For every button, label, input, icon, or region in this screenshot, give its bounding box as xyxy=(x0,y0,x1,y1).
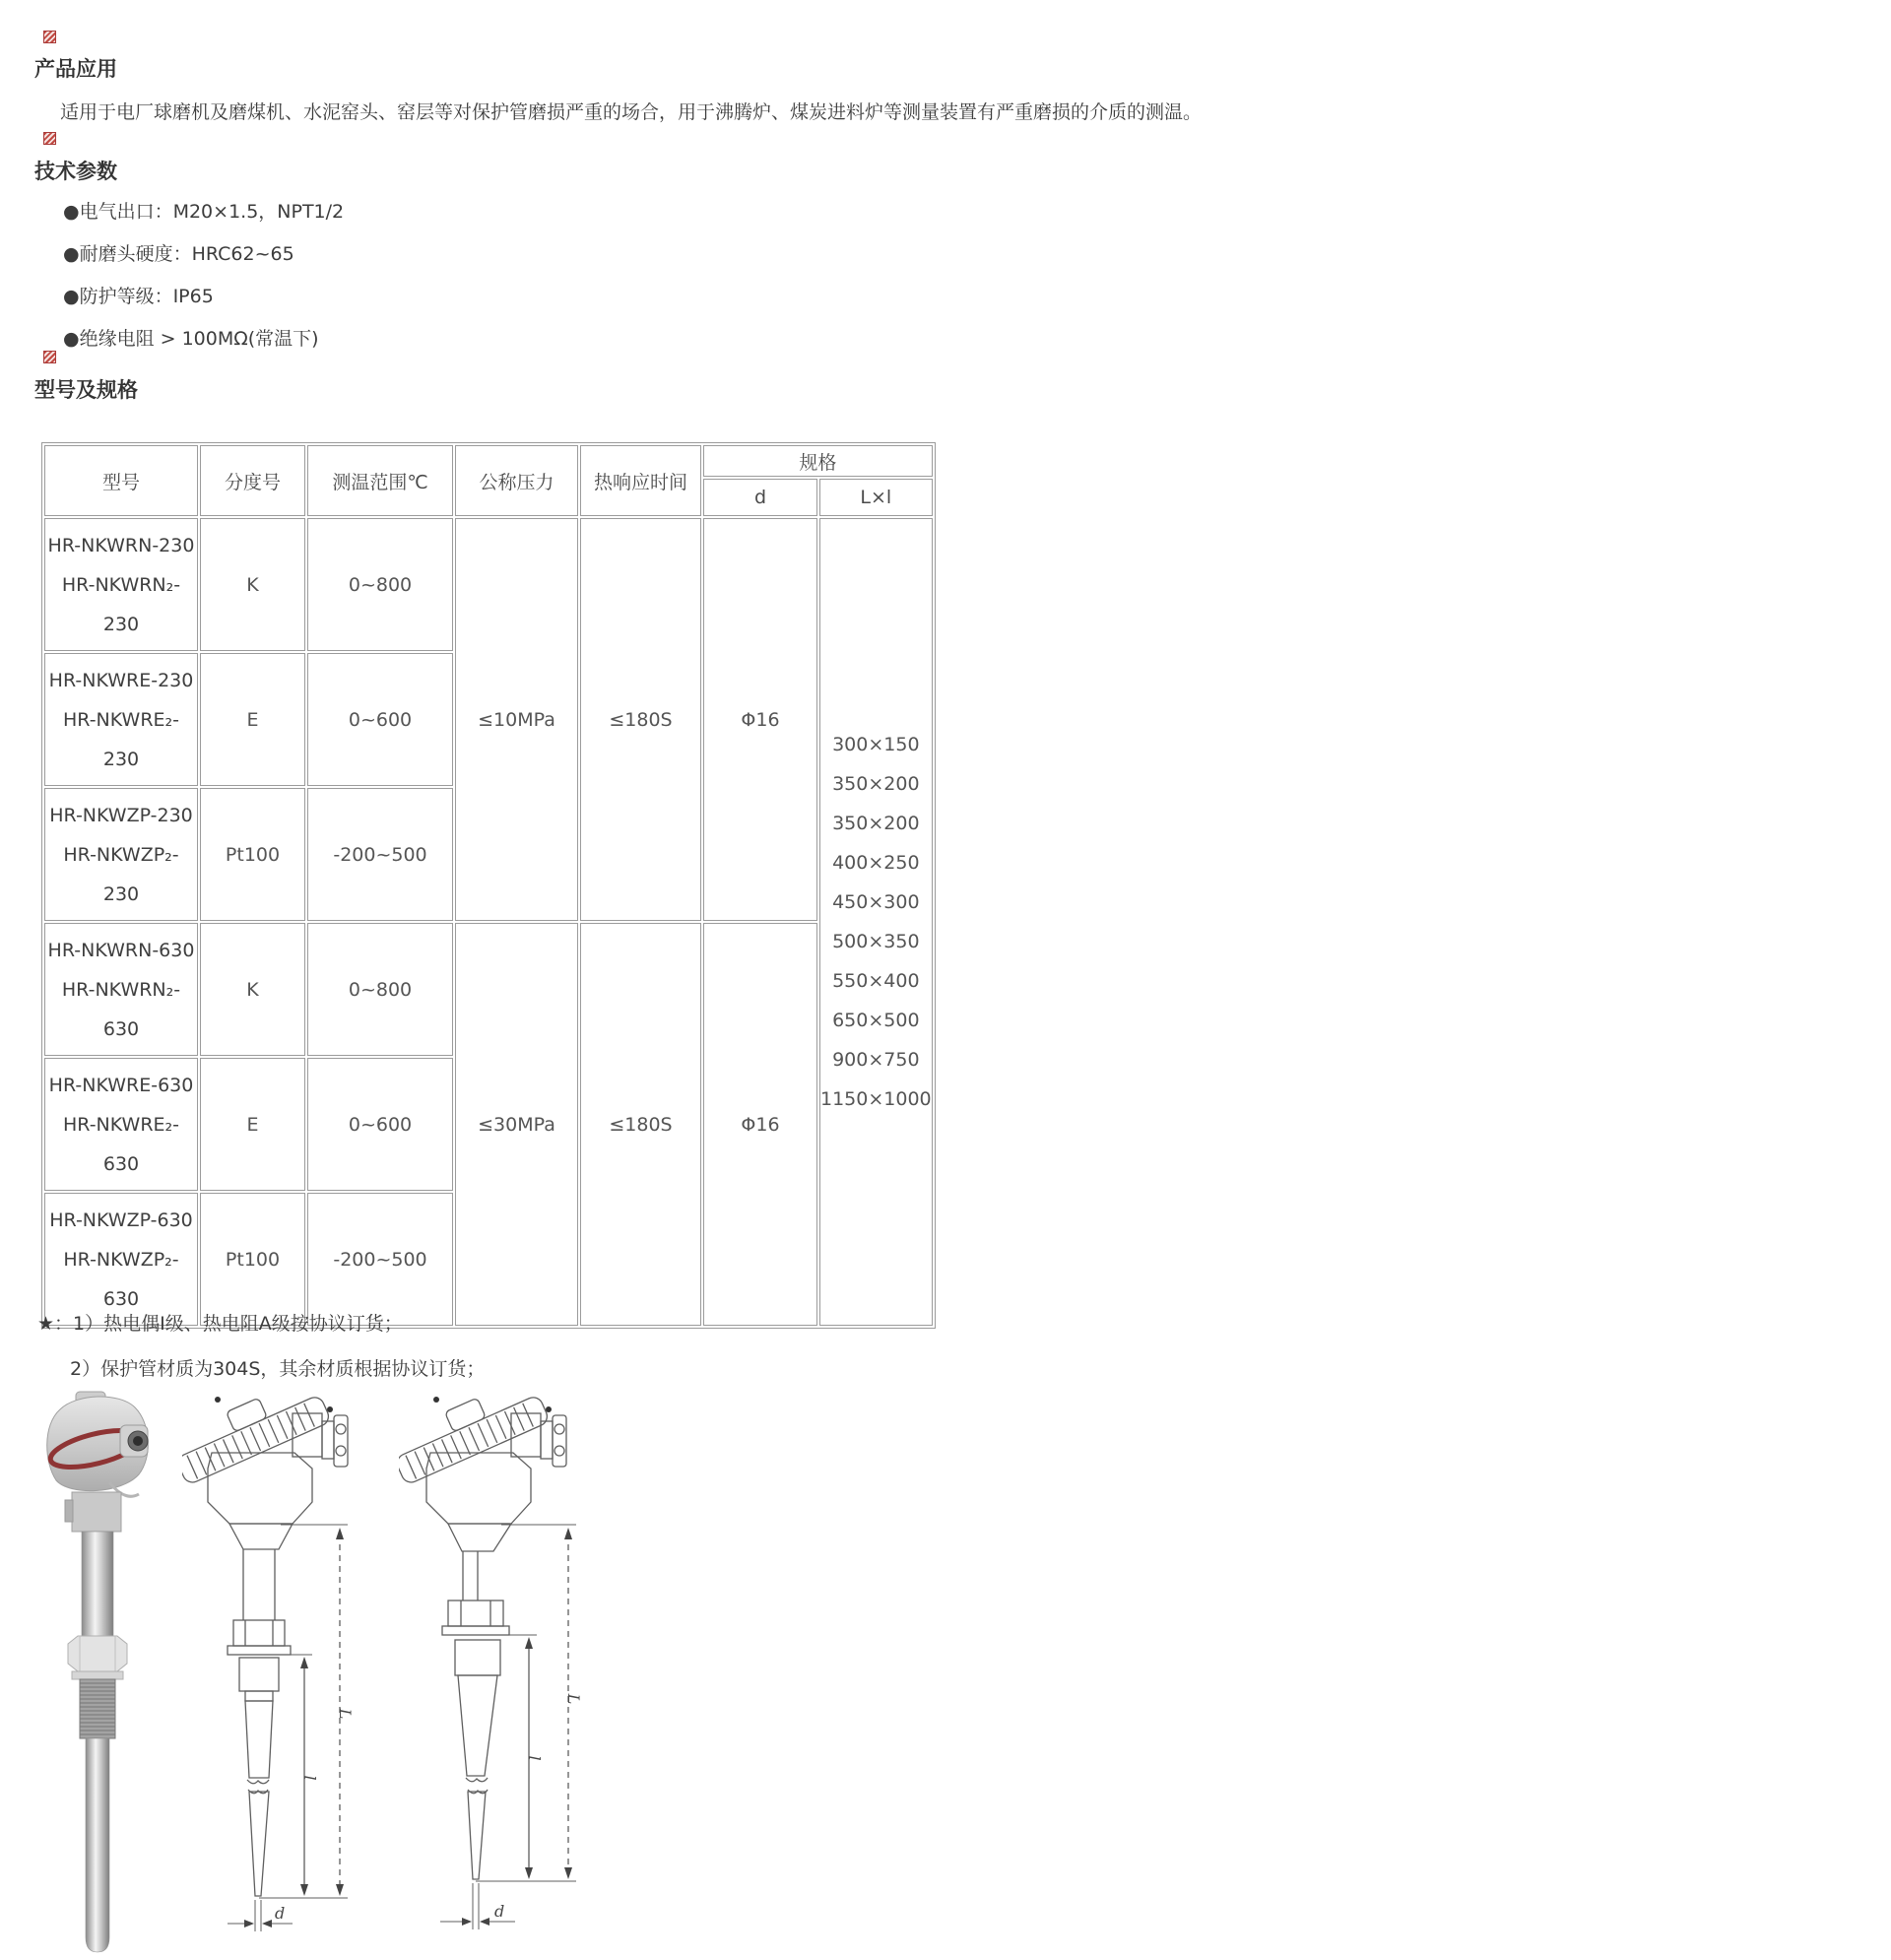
graduation-cell: Pt100 xyxy=(200,788,305,921)
probe-upper-cone xyxy=(458,1675,497,1776)
section-marker-icon xyxy=(43,351,56,363)
neck-tube xyxy=(243,1549,275,1620)
parameter-item: ●绝缘电阻 > 100MΩ(常温下) xyxy=(63,328,319,350)
col-header-pressure: 公称压力 xyxy=(455,445,578,516)
col-header-spec: 规格 xyxy=(703,445,933,477)
dim-label-l: l xyxy=(525,1755,544,1761)
model-cell: HR-NKWRN-630 HR-NKWRN₂- 630 xyxy=(44,923,198,1056)
pressure-cell: ≤10MPa xyxy=(455,518,578,921)
dimension-drawing-2 xyxy=(399,1382,586,1960)
models-table xyxy=(41,442,936,1329)
col-header-lxl: L×l xyxy=(819,479,933,516)
table-row xyxy=(44,518,933,651)
ribbed-cover xyxy=(182,1384,332,1485)
range-cell: 0~800 xyxy=(307,923,453,1056)
parameter-item: ●电气出口：M20×1.5，NPT1/2 xyxy=(63,201,345,223)
dim-label-L: L xyxy=(564,1693,583,1705)
heading-technical-parameters: 技术参数 xyxy=(34,160,117,183)
dimension-drawing-1 xyxy=(182,1384,355,1960)
heading-product-application: 产品应用 xyxy=(34,57,117,81)
graduation-cell: E xyxy=(200,1058,305,1191)
graduation-cell: K xyxy=(200,923,305,1056)
col-header-graduation: 分度号 xyxy=(200,445,305,516)
hex-nut xyxy=(442,1601,509,1635)
range-cell: -200~500 xyxy=(307,1193,453,1326)
parameter-list xyxy=(63,191,344,360)
response-cell: ≤180S xyxy=(580,518,701,921)
diameter-cell: Φ16 xyxy=(703,923,817,1326)
application-paragraph: 适用于电厂球磨机及磨煤机、水泥窑头、窑层等对保护管磨损严重的场合，用于沸腾炉、煤炭进料炉等测量装置有严重磨损的介质的测温。 xyxy=(60,101,1203,123)
table-row xyxy=(44,923,933,1056)
dim-label-L: L xyxy=(336,1708,355,1720)
product-photo xyxy=(42,1386,156,1957)
hex-nut xyxy=(228,1620,291,1655)
col-header-d: d xyxy=(703,479,817,516)
probe-lower xyxy=(249,1792,269,1896)
model-cell: HR-NKWZP-230 HR-NKWZP₂- 230 xyxy=(44,788,198,921)
photo-neck xyxy=(72,1492,121,1532)
dim-label-l: l xyxy=(300,1775,319,1781)
probe-upper xyxy=(245,1701,273,1778)
graduation-cell: K xyxy=(200,518,305,651)
section-marker-icon xyxy=(43,31,56,43)
response-cell: ≤180S xyxy=(580,923,701,1326)
photo-probe xyxy=(86,1738,109,1952)
model-cell: HR-NKWRE-630 HR-NKWRE₂- 630 xyxy=(44,1058,198,1191)
adapter xyxy=(239,1658,279,1691)
col-header-response: 热响应时间 xyxy=(580,445,701,516)
model-cell: HR-NKWZP-630 HR-NKWZP₂- 630 xyxy=(44,1193,198,1326)
graduation-cell: E xyxy=(200,653,305,786)
graduation-cell: Pt100 xyxy=(200,1193,305,1326)
model-cell: HR-NKWRE-230 HR-NKWRE₂- 230 xyxy=(44,653,198,786)
dim-label-d: d xyxy=(494,1902,505,1921)
footnote-1: ★：1）热电偶Ⅰ级、热电阻A级按协议订货； xyxy=(37,1313,403,1335)
ribbed-cover xyxy=(399,1382,551,1485)
neck-tube xyxy=(463,1551,478,1601)
footnote-2: 2）保护管材质为304S，其余材质根据协议订货； xyxy=(70,1358,486,1380)
range-cell: -200~500 xyxy=(307,788,453,921)
range-cell: 0~600 xyxy=(307,1058,453,1191)
photo-tube-upper xyxy=(82,1532,113,1642)
col-header-model: 型号 xyxy=(44,445,198,516)
lxl-cell: 300×150 350×200 350×200 400×250 450×300 500×350 550×400 650×500 900×750 1150×1000 xyxy=(819,518,933,1326)
parameter-item: ●耐磨头硬度：HRC62~65 xyxy=(63,243,294,265)
pressure-cell: ≤30MPa xyxy=(455,923,578,1326)
probe-lower-cone xyxy=(468,1792,486,1879)
heading-models-specifications: 型号及规格 xyxy=(34,378,138,402)
photo-threaded-section xyxy=(80,1679,115,1738)
photo-hex-nut xyxy=(68,1636,127,1671)
parameter-item: ●防护等级：IP65 xyxy=(63,286,214,307)
range-cell: 0~800 xyxy=(307,518,453,651)
range-cell: 0~600 xyxy=(307,653,453,786)
adapter xyxy=(455,1640,500,1675)
model-cell: HR-NKWRN-230 HR-NKWRN₂- 230 xyxy=(44,518,198,651)
diameter-cell: Φ16 xyxy=(703,518,817,921)
section-marker-icon xyxy=(43,132,56,145)
col-header-range: 测温范围℃ xyxy=(307,445,453,516)
dim-label-d: d xyxy=(275,1904,286,1923)
